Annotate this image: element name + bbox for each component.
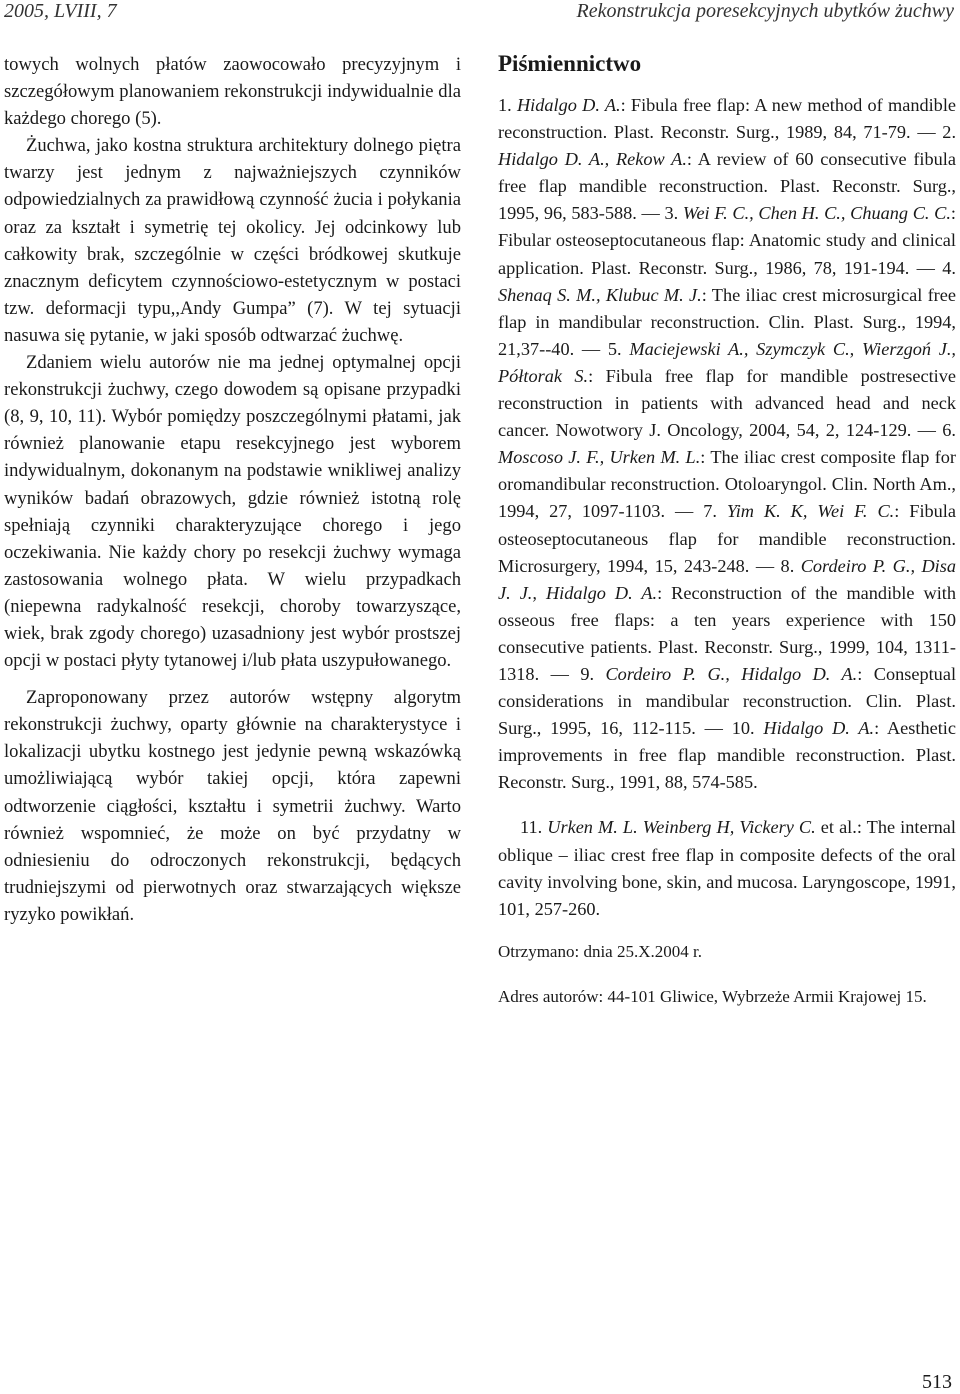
ref-9-authors: Cordeiro P. G., Hidalgo D. A. (605, 663, 858, 684)
paragraph-3: Zdaniem wielu autorów nie ma jednej optymalnej opcji rekonstrukcji żuchwy, czego dowodem są opisane przypadki (8, 9, 10, 11). Wybór pomiędzy poszczególnymi płatami, jak również planowanie etapu resekcyjnego jest wyborem indywidualnym, dokonanym na podstawie wnikliwej analizy wyników badań obrazowych, gdzie również istotną rolę spełniają czynniki charakteryzujące chorego i jego oczekiwania. Nie każdy chory po resekcji żuchwy wymaga zastosowania wolnego płata. W wielu przypadkach (niepewna radykalność resekcji, choroby towarzyszące, wiek, brak zgody chorego) uzasadniony jest wybór prostszej opcji w postaci płyty tytanowej i/lub płata uszypułowanego. (4, 352, 461, 672)
paragraph-2: Żuchwa, jako kostna struktura architektury dolnego piętra twarzy jest jednym z najważniejszych czynników odpowiedzialnych za prawidłową czynność żucia i połykania oraz za kształt i symetrię tej okolicy. Jej odcinkowy lub całkowity brak, szczególnie w części bródkowej skutkuje znacznym deficytem czynnościowo-estetycznym w postaci tzw. deformacji typu,,Andy Gumpa” (7). W tej sytuacji nasuwa się pytanie, w jaki sposób odtwarzać żuchwę. (4, 135, 461, 346)
ref-1-number: 1. (498, 95, 517, 115)
paragraph-4: Zaproponowany przez autorów wstępny algorytm rekonstrukcji żuchwy, oparty głównie na charakterystyce i lokalizacji ubytku kostnego jest jedynie pewną wskazówką umożliwiającą wybór takiej opcji, która zapewni odtworzenie ciągłości, kształtu i symetrii żuchwy. Warto również wspomnieć, że może on być przydatny w odniesieniu do odroczonych rekonstrukcji, będących trudniejszymi od pierwotnych oraz stwarzających większe ryzyko powikłań. (4, 687, 461, 925)
ref-5-text: : Fibula free flap for mandible postresective reconstruction in patients with advanced head and neck cancer. Nowotwory J. Oncology, 2004, 54, 2, 124-129. (498, 365, 956, 441)
ref-2-authors: Hidalgo D. A., Rekow A. (498, 149, 687, 170)
ref-6-authors: Moscoso J. F., Urken M. L. (498, 447, 701, 468)
ref-3-authors: Wei F. C., Chen H. C., Chuang C. C. (682, 203, 951, 224)
ref-10-authors: Hidalgo D. A. (763, 718, 875, 739)
page-number: 513 (922, 1371, 952, 1393)
ref-1-text: : Fibula free flap: A new method of mandible reconstruction. Plast. Reconstr. Surg., 1989, 84, 71-79. (498, 95, 957, 143)
ref-6-number: — 6. (917, 420, 957, 441)
ref-1-authors: Hidalgo D. A. (516, 95, 621, 115)
paragraph-1: towych wolnych płatów zaowocowało precyzyjnym i szczegółowym planowaniem rekonstrukcji indywidualnie dla każdego chorego (5). (4, 54, 461, 130)
ref-11-authors: Urken M. L. Weinberg H, Vickery C. (547, 817, 816, 838)
ref-10-text: : Aesthetic improvements in free flap mandible reconstruction. Plast. Reconstr. Surg., 1991, 88, 574-585. (498, 718, 956, 793)
author-address: Adres autorów: 44-101 Gliwice, Wybrzeże Armii Krajowej 15. (498, 986, 927, 1006)
ref-2-text: : A review of 60 consecutive fibula free flap mandible reconstruction. Plast. Reconstr. Surg., 1995, 96, 583-588. (498, 149, 956, 224)
reference-11 (498, 814, 956, 922)
ref-9-text: : Conseptual considerations in mandibular reconstruction. Clin. Plast. Surg., 1995, 16, 112-115. (498, 663, 957, 739)
ref-8-authors: Cordeiro P. G., Disa J. J., Hidalgo D. A. (498, 555, 956, 603)
ref-7-number: — 7. (674, 501, 727, 522)
ref-3-text: : Fibular osteoseptocutaneous flap: Anatomic study and clinical application. Plast. Reconstr. Surg., 1986, 78, 191-194. (498, 203, 956, 278)
ref-5-authors: Maciejewski A., Szymczyk C., Wierzgoń J., Półtorak S. (498, 338, 956, 386)
ref-4-text: : The iliac crest microsurgical free flap in mandibular reconstruction. Clin. Plast. Surg., 1994, 21,37--40. (498, 284, 956, 359)
ref-8-number: — 8. (755, 555, 801, 576)
ref-5-number: — 5. (581, 338, 630, 359)
references-column (498, 48, 956, 1010)
ref-4-number: — 4. (916, 257, 957, 278)
ref-9-number: — 9. (550, 663, 606, 684)
ref-8-text: : Reconstruction of the mandible with osseous free flaps: a ten years experience with 150 consecutive patients. Plast. Reconstr. Surg., 1999, 104, 1311-1318. (498, 582, 956, 684)
running-header-left: 2005, LVIII, 7 (4, 0, 117, 22)
ref-6-text: : The iliac crest composite flap for oromandibular reconstruction. Otoloaryngol. Clin. North Am., 1994, 27, 1097-1103. (498, 447, 957, 522)
body-text-column (4, 51, 461, 928)
references-title: Piśmiennictwo (498, 51, 642, 76)
received-date: Otrzymano: dnia 25.X.2004 r. (498, 941, 702, 961)
ref-11-text: et al.: The internal oblique – iliac crest free flap in composite defects of the oral cavity involving bone, skin, and mucosa. Laryngoscope, 1991, 101, 257-260. (498, 817, 956, 919)
ref-4-authors: Shenaq S. M., Klubuc M. J. (498, 284, 702, 305)
references-list (498, 92, 956, 796)
ref-11-number: 11. (520, 817, 548, 838)
ref-7-text: : Fibula osteoseptocutaneous flap for mandible reconstruction. Microsurgery, 1994, 15, 243-248. (498, 501, 956, 576)
running-header-right: Rekonstrukcja poresekcyjnych ubytków żuchwy (576, 0, 954, 22)
ref-10-number: — 10. (704, 718, 764, 739)
ref-3-number: — 3. (641, 203, 683, 224)
ref-2-number: — 2. (917, 122, 957, 143)
ref-7-authors: Yim K. K, Wei F. C. (726, 501, 895, 522)
